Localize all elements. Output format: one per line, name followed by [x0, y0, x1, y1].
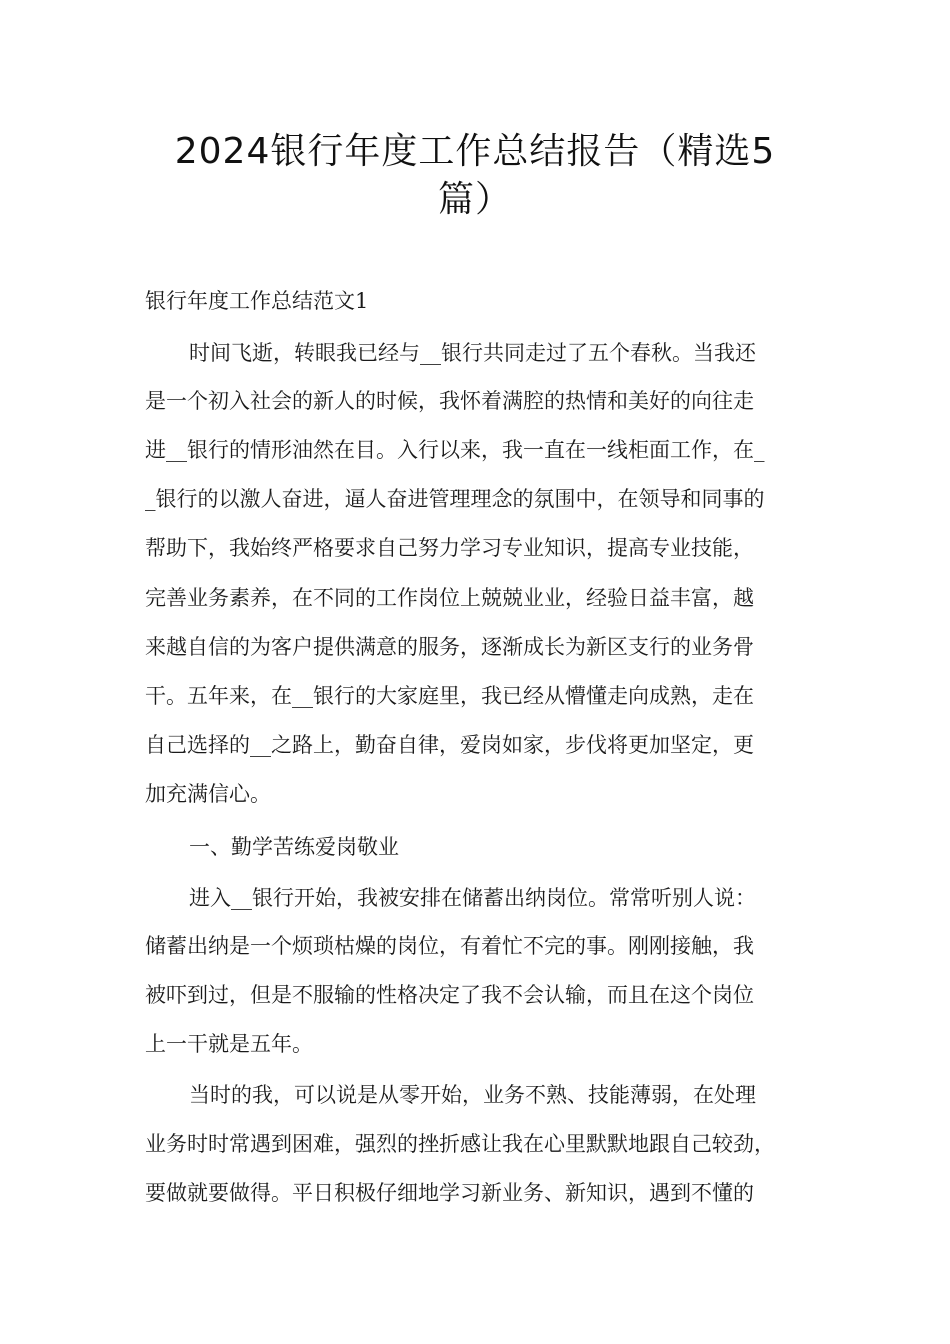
subsection-heading: 一、勤学苦练爱岗敬业: [189, 835, 399, 859]
body-line: _银行的以激人奋进，逼人奋进管理理念的氛围中，在领导和同事的: [145, 487, 765, 511]
body-line: 是一个初入社会的新人的时候，我怀着满腔的热情和美好的向往走: [145, 389, 754, 413]
body-line: 储蓄出纳是一个烦琐枯燥的岗位，有着忙不完的事。刚刚接触，我: [145, 934, 754, 958]
body-line: 被吓到过，但是不服输的性格决定了我不会认输，而且在这个岗位: [145, 983, 754, 1007]
body-line: 时间飞逝，转眼我已经与__银行共同走过了五个春秋。当我还: [189, 341, 756, 365]
body-line: 加充满信心。: [145, 782, 271, 806]
section-heading: 银行年度工作总结范文1: [145, 289, 369, 313]
body-line: 进__银行的情形油然在目。入行以来，我一直在一线柜面工作，在_: [145, 438, 765, 462]
body-line: 干。五年来，在__银行的大家庭里，我已经从懵懂走向成熟，走在: [145, 684, 754, 708]
body-line: 当时的我，可以说是从零开始，业务不熟、技能薄弱，在处理: [189, 1083, 756, 1107]
body-line: 业务时时常遇到困难，强烈的挫折感让我在心里默默地跟自己较劲，: [145, 1132, 775, 1156]
body-line: 上一干就是五年。: [145, 1032, 313, 1056]
document-title: [120, 128, 830, 224]
title-line-1: 2024银行年度工作总结报告（精选5: [174, 131, 776, 172]
title-line-2: 篇）: [437, 179, 512, 220]
body-line: 自己选择的__之路上，勤奋自律，爱岗如家，步伐将更加坚定，更: [145, 733, 754, 757]
body-line: 帮助下，我始终严格要求自己努力学习专业知识，提高专业技能，: [145, 536, 754, 560]
body-line: 要做就要做得。平日积极仔细地学习新业务、新知识，遇到不懂的: [145, 1181, 754, 1205]
body-line: 进入__银行开始，我被安排在储蓄出纳岗位。常常听别人说：: [189, 886, 756, 910]
body-line: 来越自信的为客户提供满意的服务，逐渐成长为新区支行的业务骨: [145, 635, 754, 659]
body-line: 完善业务素养，在不同的工作岗位上兢兢业业，经验日益丰富，越: [145, 586, 754, 610]
